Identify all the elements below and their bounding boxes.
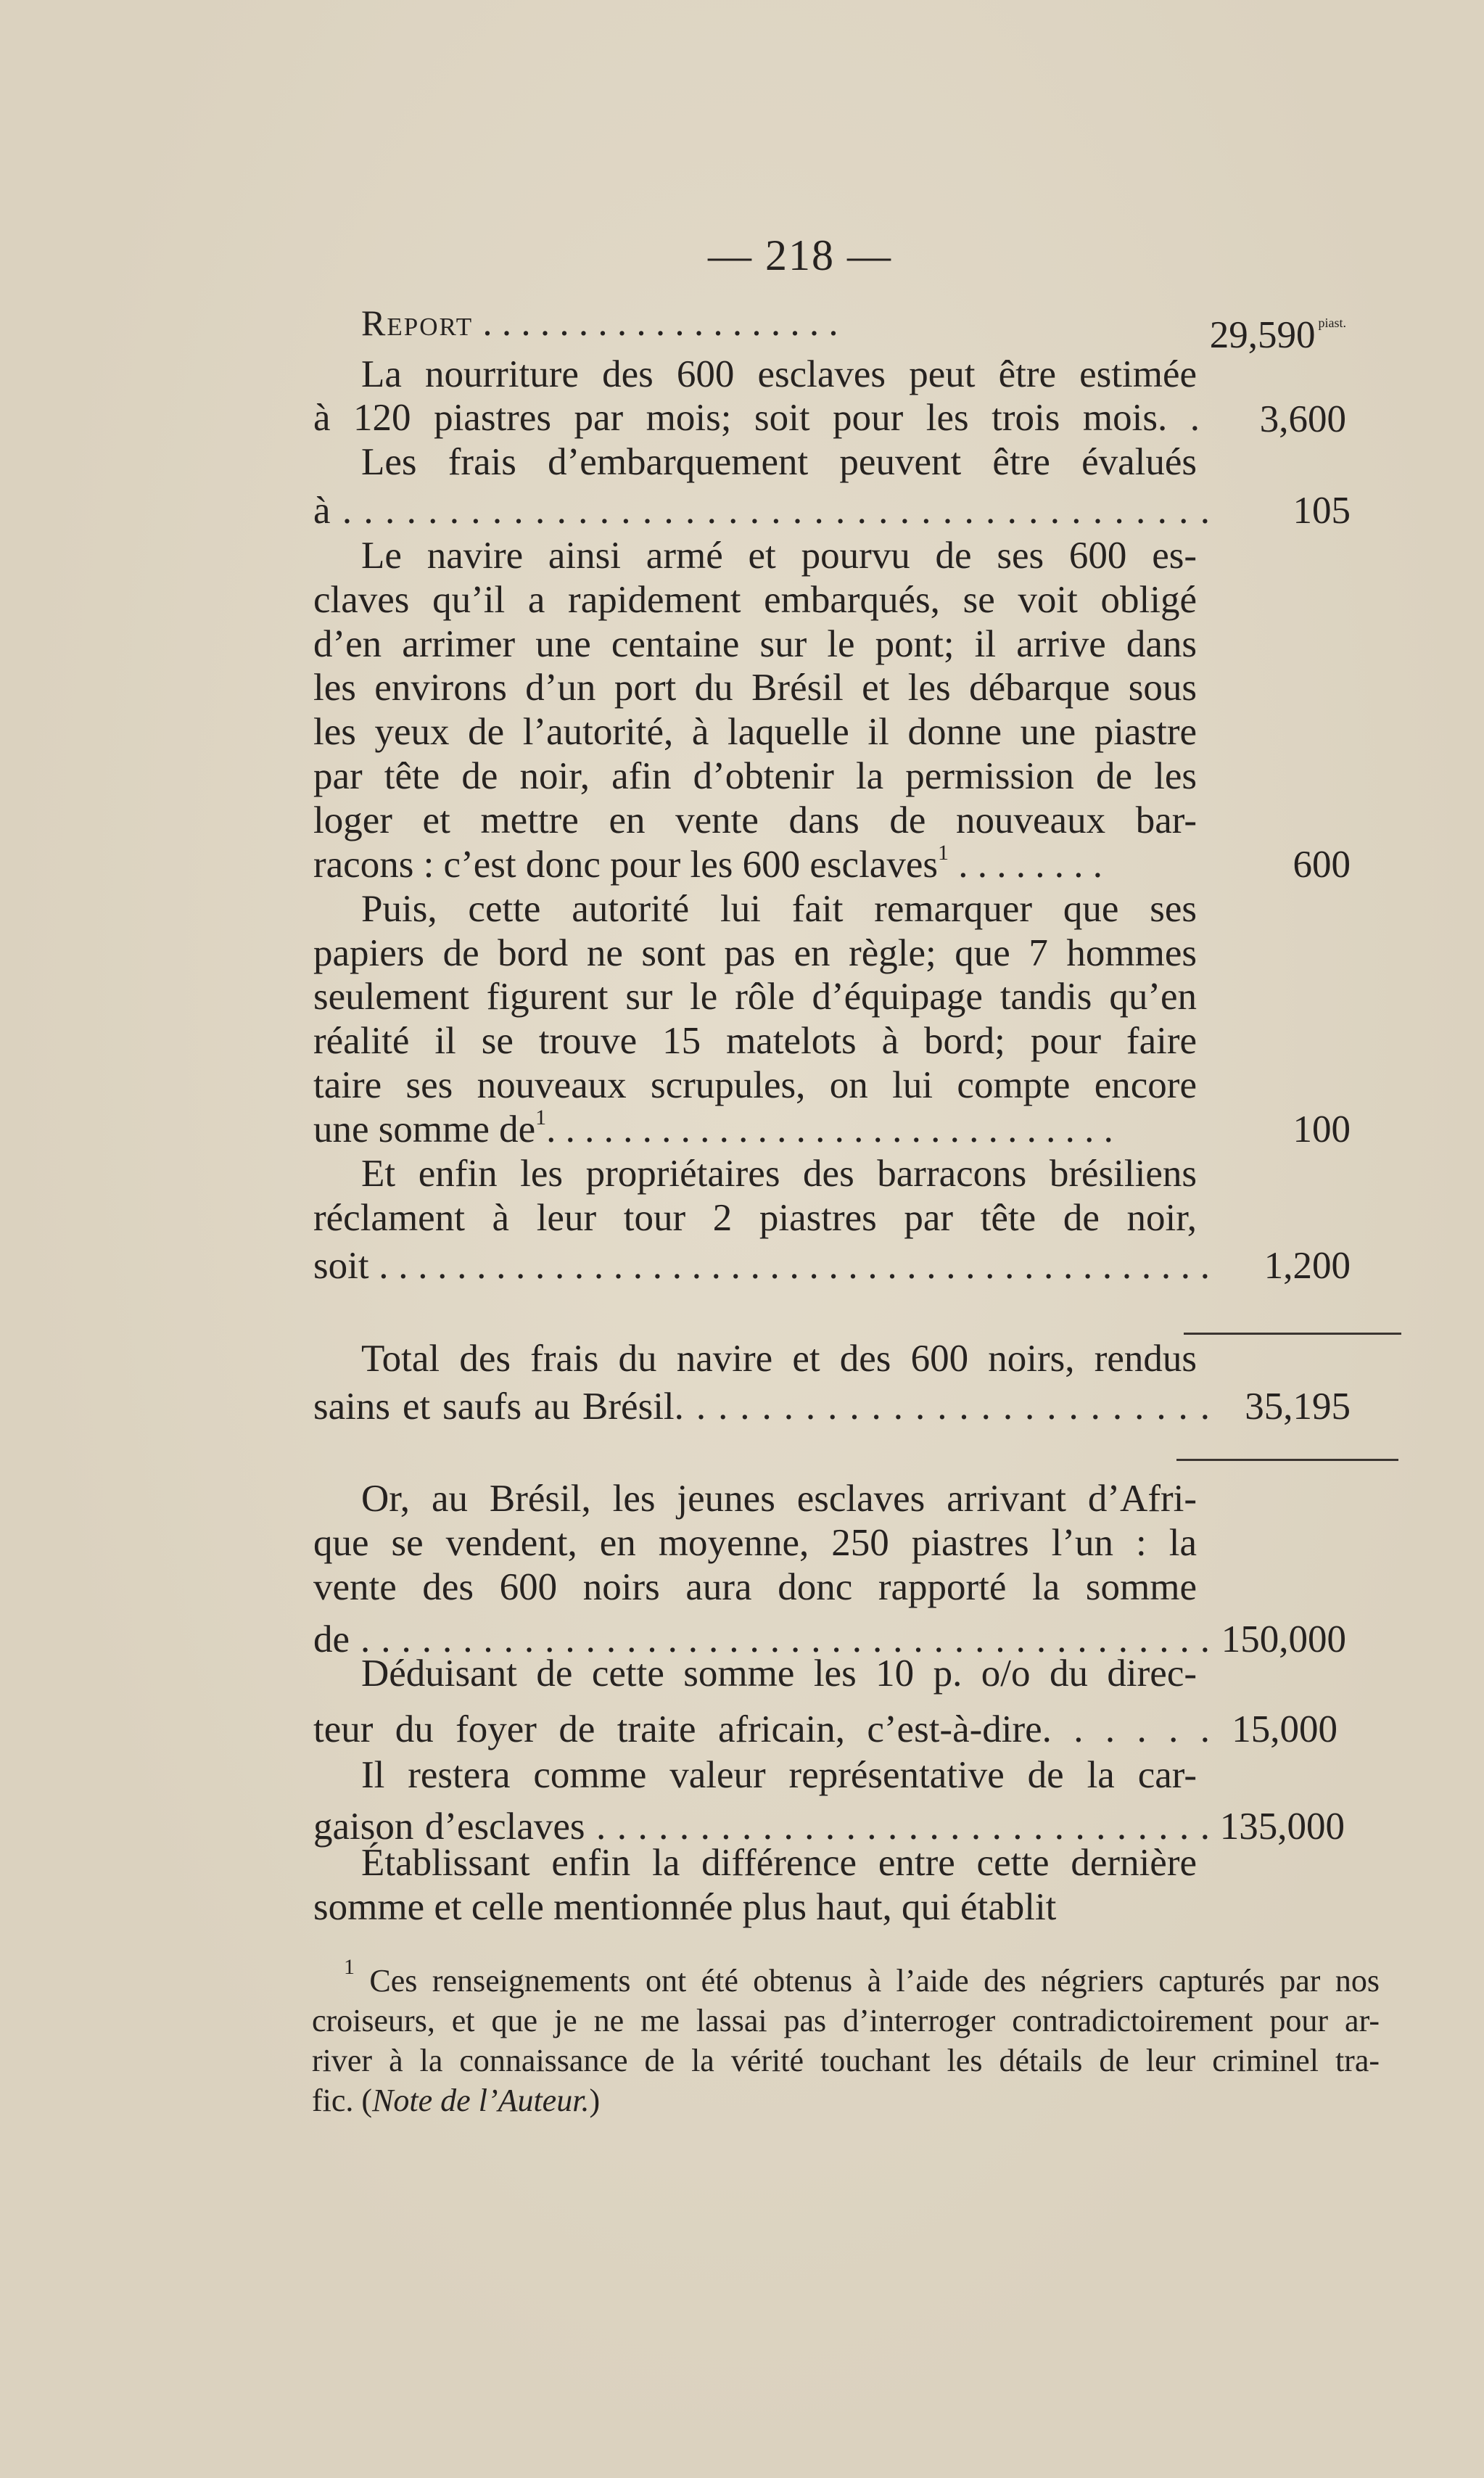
text-line: Total des frais du navire et des 600 noirs, rendus [361,1338,1197,1380]
footnote-ref: 1 [535,1106,547,1129]
total-rule [1176,1459,1398,1461]
page-number: — 218 — [708,231,892,279]
text-line: gaison d’esclaves . . . . . . . . . . . . . . . . . . . . . . . . . . . . . . [313,1806,1210,1848]
text-line: La nourriture des 600 esclaves peut être estimée [361,353,1197,395]
text-line: réalité il se trouve 15 matelots à bord; pour faire [313,1020,1197,1062]
text-segment: racons : c’est donc pour les 600 esclaves [313,844,938,886]
amount-nourriture: 3,600 [1259,398,1346,440]
report-line [361,300,1197,345]
footnote-text: fic. ( [312,2083,373,2118]
amount-scrupules: 100 [1293,1108,1351,1150]
text-line [313,1107,1210,1152]
footnote-line: croiseurs, et que je ne me lassai pas d’interroger contradictoirement pour ar- [312,2003,1380,2038]
leader-dots: . . . . . . . . . . . . . . . . . . . . . . . . . . . . . . [546,1108,1113,1150]
text-line: les environs d’un port du Brésil et les débarque sous [313,667,1197,709]
text-line: sains et saufs au Brésil. . . . . . . . . . . . . . . . . . . . . . . . . [313,1386,1210,1428]
text-segment: une somme de [313,1108,536,1150]
amount-total: 35,195 [1245,1386,1351,1428]
text-line: Établissant enfin la différence entre cette dernière [361,1842,1197,1884]
text-line: claves qu’il a rapidement embarqués, se voit obligé [313,579,1197,621]
footnote-mark: 1 [344,1955,355,1979]
text-line: teur du foyer de traite africain, c’est-à-dire. . . . . . [313,1708,1210,1750]
amount-cargaison: 135,000 [1219,1806,1345,1848]
text-line: seulement figurent sur le rôle d’équipage tandis qu’en [313,976,1197,1018]
amount-autorite: 600 [1293,844,1351,886]
footnote-text: Ces renseignements ont été obtenus à l’aide des négriers capturés par nos [369,1963,1380,1999]
leader-dots: . . . . . . . . [948,844,1102,886]
text-line: Le navire ainsi armé et pourvu de ses 600 es- [361,535,1197,577]
text-line: réclament à leur tour 2 piastres par tête de noir, [313,1197,1197,1239]
text-line: taire ses nouveaux scrupules, on lui compte encore [313,1064,1197,1106]
footnote-ref: 1 [937,841,949,865]
text-line: par tête de noir, afin d’obtenir la permission de les [313,755,1197,797]
footnote-line: river à la connaissance de la vérité touchant les détails de leur criminel tra- [312,2043,1380,2078]
sum-rule [1184,1333,1401,1335]
text-line: que se vendent, en moyenne, 250 piastres l’un : la [313,1522,1197,1564]
footnote-line [312,2081,1380,2120]
text-line: Or, au Brésil, les jeunes esclaves arrivant d’Afri- [361,1478,1197,1520]
report-amount-cell [1190,300,1346,358]
amount-vente: 150,000 [1221,1618,1346,1660]
amount-barracons: 1,200 [1264,1245,1351,1287]
report-dots: . . . . . . . . . . . . . . . . . . . [473,302,838,344]
text-line [313,842,1210,887]
author-note: Note de l’Auteur. [372,2083,590,2118]
footnote-text: ) [589,2083,601,2118]
amount-directeur: 15,000 [1232,1708,1337,1750]
amount-embarquement: 105 [1293,490,1351,532]
text-line: à . . . . . . . . . . . . . . . . . . . . . . . . . . . . . . . . . . . . . . . . . [313,490,1210,532]
report-amount: 29,590 [1209,314,1316,356]
text-line: d’en arrimer une centaine sur le pont; il arrive dans [313,623,1197,665]
text-line: loger et mettre en vente dans de nouveaux bar- [313,799,1197,841]
text-line: Puis, cette autorité lui fait remarquer que ses [361,888,1197,930]
text-line: Il restera comme valeur représentative de la car- [361,1754,1197,1796]
text-line: à 120 piastres par mois; soit pour les trois mois. . [313,397,1200,439]
footnote-line [344,1955,1380,2001]
report-label: Report [361,302,474,343]
text-line: somme et celle mentionnée plus haut, qui établit [313,1886,1057,1928]
text-line: vente des 600 noirs aura donc rapporté la somme [313,1566,1197,1608]
text-line: les yeux de l’autorité, à laquelle il donne une piastre [313,711,1197,753]
text-line: Et enfin les propriétaires des barracons brésiliens [361,1153,1197,1195]
text-line: Déduisant de cette somme les 10 p. o/o du direc- [361,1652,1197,1695]
text-line: papiers de bord ne sont pas en règle; que 7 hommes [313,932,1197,974]
report-unit: piast. [1318,316,1346,330]
text-line: soit . . . . . . . . . . . . . . . . . . . . . . . . . . . . . . . . . . . . . . . . . . . [313,1245,1210,1287]
text-line: Les frais d’embarquement peuvent être évalués [361,441,1197,483]
text-line: de . . . . . . . . . . . . . . . . . . . . . . . . . . . . . . . . . . . . . . . . . . [313,1618,1210,1660]
